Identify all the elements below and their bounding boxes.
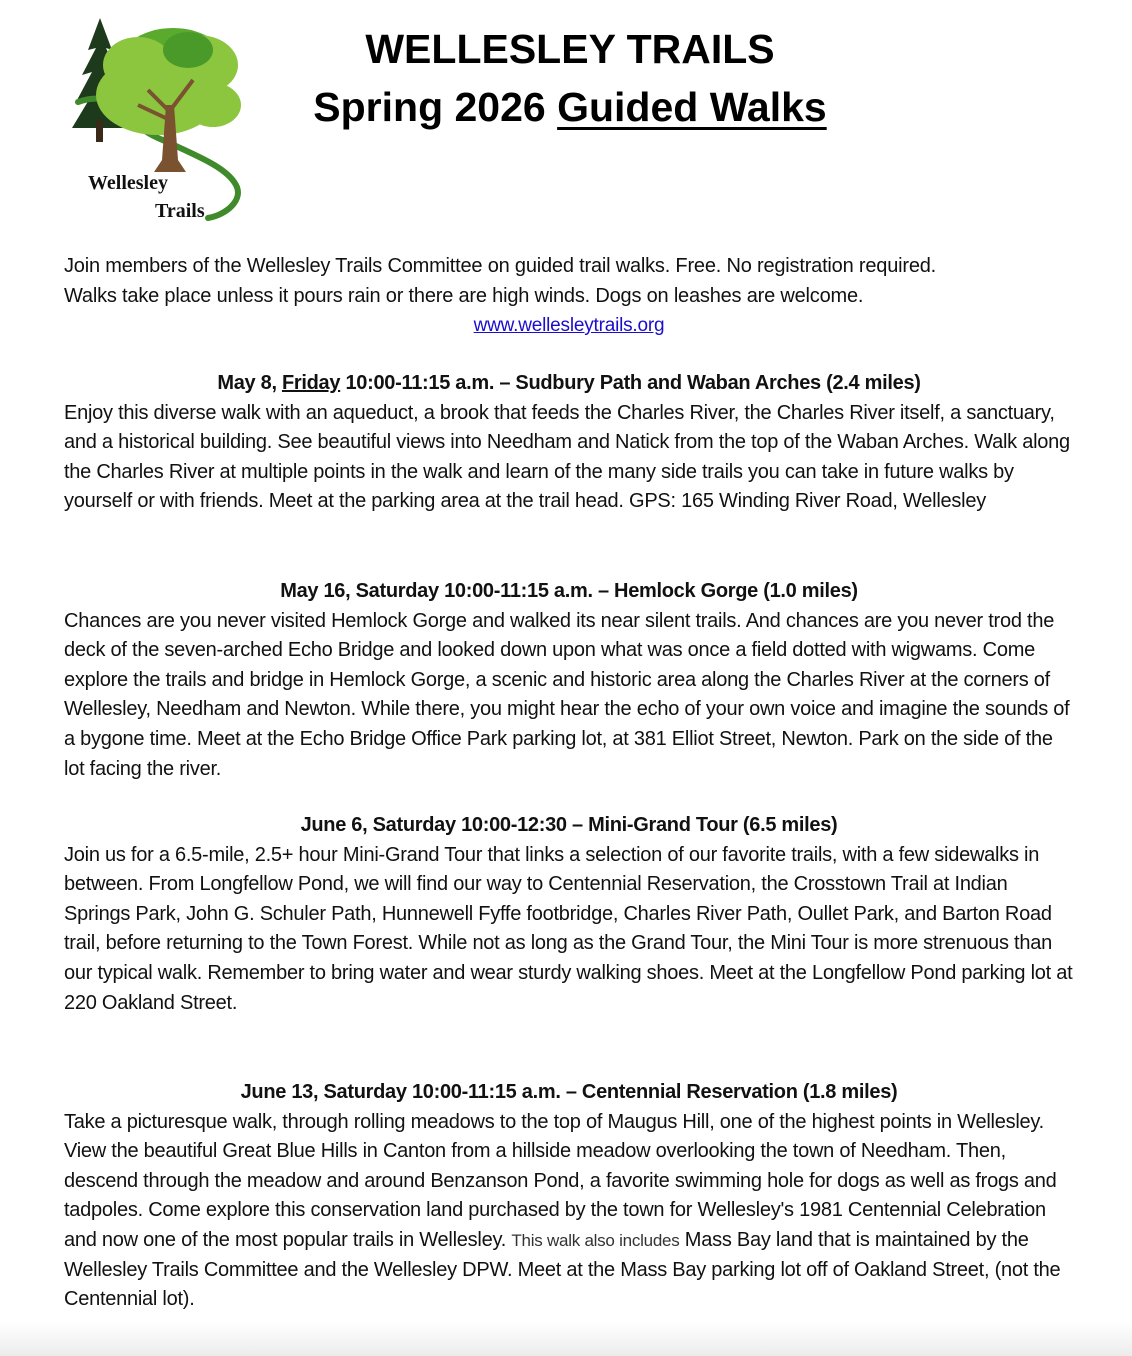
logo-text-wellesley: Wellesley <box>88 172 168 194</box>
walk-entry-may-16 <box>64 577 1074 784</box>
walk-time-title: 10:00-11:15 a.m. – Sudbury Path and Waban Arches (2.4 miles) <box>340 372 921 394</box>
walk-description-part-1: Take a picturesque walk, through rolling meadows to the top of Maugus Hill, one of the highest points in Wellesley. View the beautiful Great Blue Hills in Canton from a hillside meadow overlooking the town of Needham. Then, descend through the meadow and around Benzanson Pond, a favorite swimming hole for dogs as well as frogs and tadpoles. Come explore this conservation land purchased by the town for Wellesley's 1981 Centennial Celebration and now one of the most popular trails in Wellesley. <box>64 1110 1057 1251</box>
walk-heading: May 16, Saturday 10:00-11:15 a.m. – Hemlock Gorge (1.0 miles) <box>280 580 858 602</box>
walk-description-small: This walk also includes <box>511 1230 680 1250</box>
walk-description: Chances are you never visited Hemlock Gorge and walked its near silent trails. And chances are you never trod the deck of the seven-arched Echo Bridge and looked down upon what was once a field dotted with wigwams. Come explore the trails and bridge in Hemlock Gorge, a scenic and historic area along the Charles River at the corners of Wellesley, Needham and Newton. While there, you might hear the echo of your own voice and imagine the sounds of a bygone time. Meet at the Echo Bridge Office Park parking lot, at 381 Elliot Street, Newton. Park on the side of the lot facing the river. <box>64 609 1070 780</box>
website-link[interactable]: www.wellesleytrails.org <box>473 315 665 336</box>
walk-entry-june-13 <box>64 1078 1074 1315</box>
logo-text-trails: Trails <box>155 200 205 222</box>
walk-heading <box>64 369 1074 399</box>
walk-description-part-2: Mass Bay land that is maintained by the Wellesley Trails Committee and the Wellesley DPW. Meet at the Mass Bay parking lot off of Oakland Street, (not the Centennial lot). <box>64 1228 1061 1311</box>
walk-date: May 8, <box>217 372 282 394</box>
title-line-2-prefix: Spring 2026 <box>313 84 558 130</box>
walk-entry-may-8 <box>64 369 1074 517</box>
wellesley-trails-logo <box>58 10 258 230</box>
walk-description <box>64 1108 1074 1315</box>
page-title <box>280 20 860 136</box>
walk-heading: June 6, Saturday 10:00-12:30 – Mini-Grand Tour (6.5 miles) <box>300 814 838 836</box>
tree-logo-icon <box>58 10 258 230</box>
intro-section <box>64 252 1074 341</box>
intro-line-2: Walks take place unless it pours rain or there are high winds. Dogs on leashes are welcome. <box>64 284 864 307</box>
title-line-1: WELLESLEY TRAILS <box>365 26 775 72</box>
walk-description: Enjoy this diverse walk with an aqueduct, a brook that feeds the Charles River, the Charles River itself, a sanctuary, and a historical building. See beautiful views into Needham and Natick from the top of the Waban Arches. Walk along the Charles River at multiple points in the walk and learn of the many side trails you can take in future walks by yourself or with friends. Meet at the parking area at the trail head. GPS: 165 Winding River Road, Wellesley <box>64 401 1070 513</box>
walk-heading: June 13, Saturday 10:00-11:15 a.m. – Centennial Reservation (1.8 miles) <box>240 1081 898 1103</box>
intro-line-1: Join members of the Wellesley Trails Committee on guided trail walks. Free. No registration required. <box>64 255 937 277</box>
walk-description: Join us for a 6.5-mile, 2.5+ hour Mini-Grand Tour that links a selection of our favorite trails, with a few sidewalks in between. From Longfellow Pond, we will find our way to Centennial Reservation, the Crosstown Trail at Indian Springs Park, John G. Schuler Path, Hunnewell Fyffe footbridge, Charles River Path, Oullet Park, and Barton Road trail, before returning to the Town Forest. While not as long as the Grand Tour, the Mini Tour is more strenuous than our typical walk. Remember to bring water and wear sturdy walking shoes. Meet at the Longfellow Pond parking lot at 220 Oakland Street. <box>64 843 1073 1014</box>
title-line-2 <box>280 78 860 136</box>
walk-day: Friday <box>281 372 341 394</box>
page-bottom-fade <box>0 1322 1132 1356</box>
title-line-2-underlined: Guided Walks <box>557 84 827 130</box>
walk-entry-june-6 <box>64 811 1074 1018</box>
